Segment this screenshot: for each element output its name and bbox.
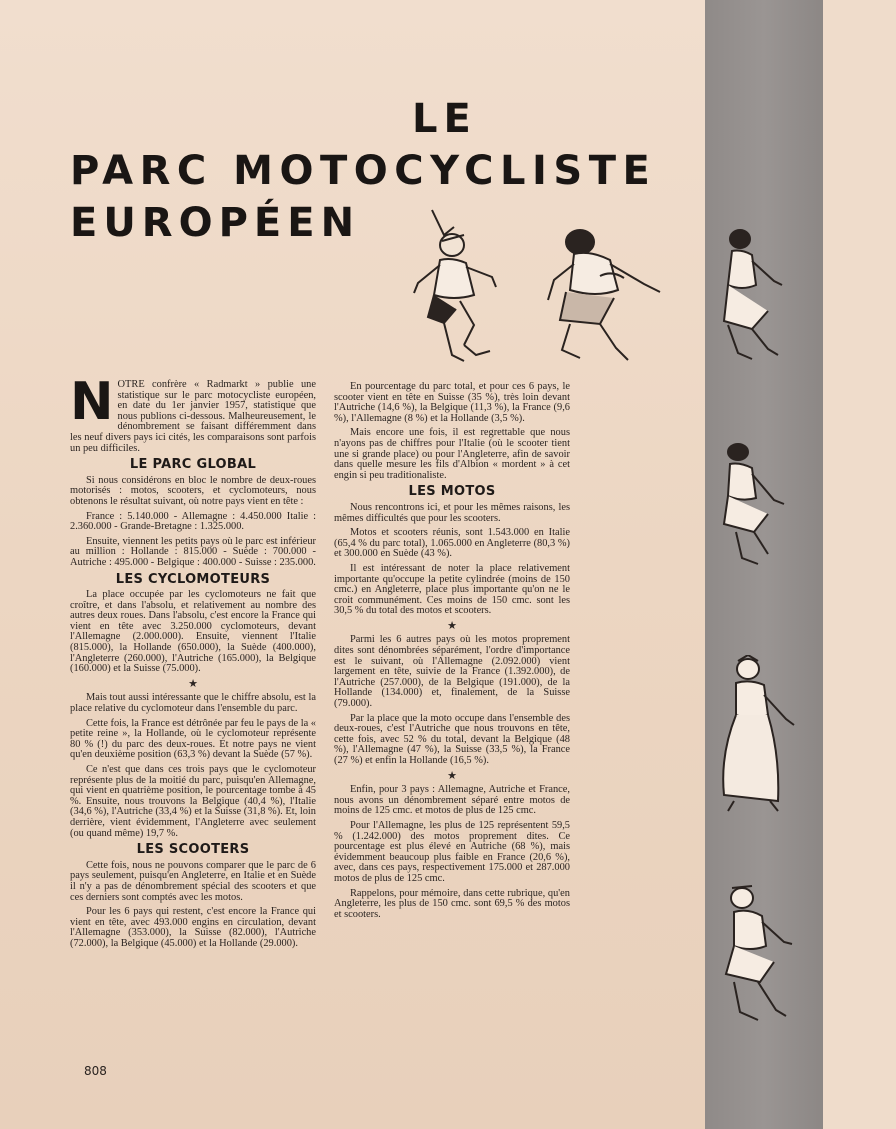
- paragraph: La place occupée par les cyclomoteurs ne fait que croître, et dans l'absolu, et relativement au nombre des autres deux roues. Dans l'absolu, c'est encore la France qui vient en tête avec 3.250.000 cyclomoteurs, devant l'Allemagne (2.000.000). Ensuite, viennent l'Italie (815.000), la Hollande (650.000), la Suède (400.000), l'Angleterre (260.000), l'Autriche (165.000), la Belgique (160.000) et la Suisse (75.000).: [70, 589, 316, 675]
- paragraph: Ce n'est que dans ces trois pays que le cyclomoteur représente plus de la moitié du parc, puisqu'en Allemagne, qui vient en quatrième position, le pourcentage tombe à 45 %. Ensuite, nous trouvons la Belgique (40,4 %), l'Italie (34,6 %), l'Autriche (33,4 %) et la Suisse (31,8 %). Et, loin derrière, vient évidemment, l'Angleterre avec seulement (ou quand même) 19,7 %.: [70, 764, 316, 839]
- paragraph: Mais encore une fois, il est regrettable que nous n'ayons pas de chiffres pour l'Italie (où le scooter tient une si grande place) ou pour l'Angleterre, afin de savoir dans quelle mesure les fils d'Albion « mordent » à cet engin si peu traditionaliste.: [334, 427, 570, 481]
- section-star: ★: [447, 769, 457, 782]
- paragraph: Pour les 6 pays qui restent, c'est encore la France qui vient en tête, avec 493.000 engins en circulation, devant l'Allemagne (353.000), la Suisse (82.000), l'Autriche (72.000), la Belgique (45.000) et la Hollande (29.000).: [70, 906, 316, 949]
- heading-cyclomoteurs: LES CYCLOMOTEURS: [115, 571, 271, 587]
- paragraph: Cette fois, nous ne pouvons comparer que le parc de 6 pays seulement, puisqu'en Angleterre, en Italie et en Suède il n'y a pas de dénombrement spécial des scooters et que ces derniers sont comptés avec les motos.: [70, 859, 316, 903]
- text-column-left: [70, 372, 316, 954]
- paragraph: Pour l'Allemagne, les plus de 125 représentent 59,5 % (1.242.000) des motos proprement dites. Ce pourcentage est plus élevé en Autriche (68 %), mais évidemment beaucoup plus faible en France (20,6 %), avec, dans ces pays, respectivement 175.000 et 287.000 motos de plus de 125 cmc.: [334, 819, 570, 884]
- title-line-1: LE: [412, 96, 477, 142]
- scottish-rider-illustration: [540, 220, 670, 370]
- bearded-rider-illustration: [712, 882, 802, 1032]
- heading-motos: LES MOTOS: [408, 484, 496, 500]
- heading-scooters: LES SCOOTERS: [136, 842, 250, 858]
- paragraph: Par la place que la moto occupe dans l'ensemble des deux-roues, c'est l'Autriche que nous trouvons en tête, cette fois, avec 52 % du total, devant la Belgique (48 %), l'Allemagne (47 %), la Suisse (33,5 %), la France (27 %) et enfin la Hollande (16,5 %).: [334, 712, 570, 766]
- paragraph: Cette fois, la France est détrônée par feu le pays de la « petite reine », la Hollande, où le cyclomoteur représente 80 % (!) du parc des deux-roues. Et notre pays ne vient qu'en deuxième position (63,3 %) devant la Suède (57 %).: [70, 717, 316, 761]
- page-edge: [823, 0, 896, 1129]
- drop-cap: N: [70, 372, 114, 432]
- tyrolean-rider-illustration: [404, 205, 514, 370]
- title-line-3: EUROPÉEN: [70, 200, 361, 246]
- paragraph: Ensuite, viennent les petits pays où le parc est inférieur au million : Hollande : 815.000 - Suède : 700.000 - Autriche : 495.000 - Belgique : 400.000 - Suisse : 235.000.: [70, 535, 316, 568]
- paragraph: France : 5.140.000 - Allemagne : 4.450.000 Italie : 2.360.000 - Grande-Bretagne : 1.325.000.: [70, 510, 316, 533]
- paragraph: Enfin, pour 3 pays : Allemagne, Autriche et France, nous avons un dénombrement séparé entre motos de moins de 125 cmc. et motos de plus de 125 cmc.: [334, 784, 570, 817]
- section-star: ★: [447, 619, 457, 632]
- text-column-right: [334, 382, 570, 924]
- lady-rider-illustration-2: [712, 440, 792, 570]
- paragraph: Nous rencontrons ici, et pour les mêmes raisons, les mêmes difficultés que pour les scooters.: [334, 501, 570, 524]
- heading-parc-global: LE PARC GLOBAL: [129, 457, 257, 473]
- paragraph: En pourcentage du parc total, et pour ces 6 pays, le scooter vient en tête en Suisse (35 %), très loin devant l'Autriche (14,6 %), la Belgique (11,3 %), la France (9,6 %), l'Allemagne (8 %) et la Hollande (3,5 %).: [334, 381, 570, 424]
- paragraph: Parmi les 6 autres pays où les motos proprement dites sont dénombrées séparément, l'ordre d'importance est le suivant, où l'Allemagne (2.092.000) vient largement en tête, suivie de la France (1.392.000), de l'Autriche (257.000), de la Belgique (191.000), de la Hollande (134.000) et, finalement, de la Suisse (79.000).: [334, 634, 570, 710]
- paragraph: Si nous considérons en bloc le nombre de deux-roues motorisés : motos, scooters, et cyclomoteurs, nous obtenons le résultat suivant, où notre pays vient en tête :: [70, 474, 316, 507]
- paragraph: Motos et scooters réunis, sont 1.543.000 en Italie (65,4 % du parc total), 1.065.000 en Angleterre (80,3 %) et 300.000 en Suède (43 %).: [334, 527, 570, 560]
- robed-figure-illustration: [708, 655, 798, 815]
- section-star: ★: [188, 677, 198, 690]
- title-line-2: PARC MOTOCYCLISTE: [70, 148, 657, 194]
- paragraph: Mais tout aussi intéressante que le chiffre absolu, est la place relative du cyclomoteur dans l'ensemble du parc.: [70, 692, 316, 715]
- lady-rider-illustration-1: [708, 225, 788, 365]
- paragraph: Rappelons, pour mémoire, dans cette rubrique, qu'en Angleterre, les plus de 150 cmc. sont 69,5 % des motos et scooters.: [334, 887, 570, 920]
- paragraph: Il est intéressant de noter la place relativement importante qu'occupe la petite cylindrée (moins de 150 cmc.) en Angleterre, place plus importante qu'on ne le croit communément. Ces moins de 150 cmc. sont les 30,5 % du total des motos et scooters.: [334, 562, 570, 617]
- intro-paragraph: NOTRE confrère « Radmarkt » publie une statistique sur le parc motocycliste européen, en date du 1er janvier 1957, statistique que nous publions ci-dessous. Malheureusement, le dénombrement se faisant différemment dans les neuf divers pays ici cités, les comparaisons sont parfois un peu difficiles.: [70, 372, 316, 454]
- page-number: 808: [84, 1064, 107, 1078]
